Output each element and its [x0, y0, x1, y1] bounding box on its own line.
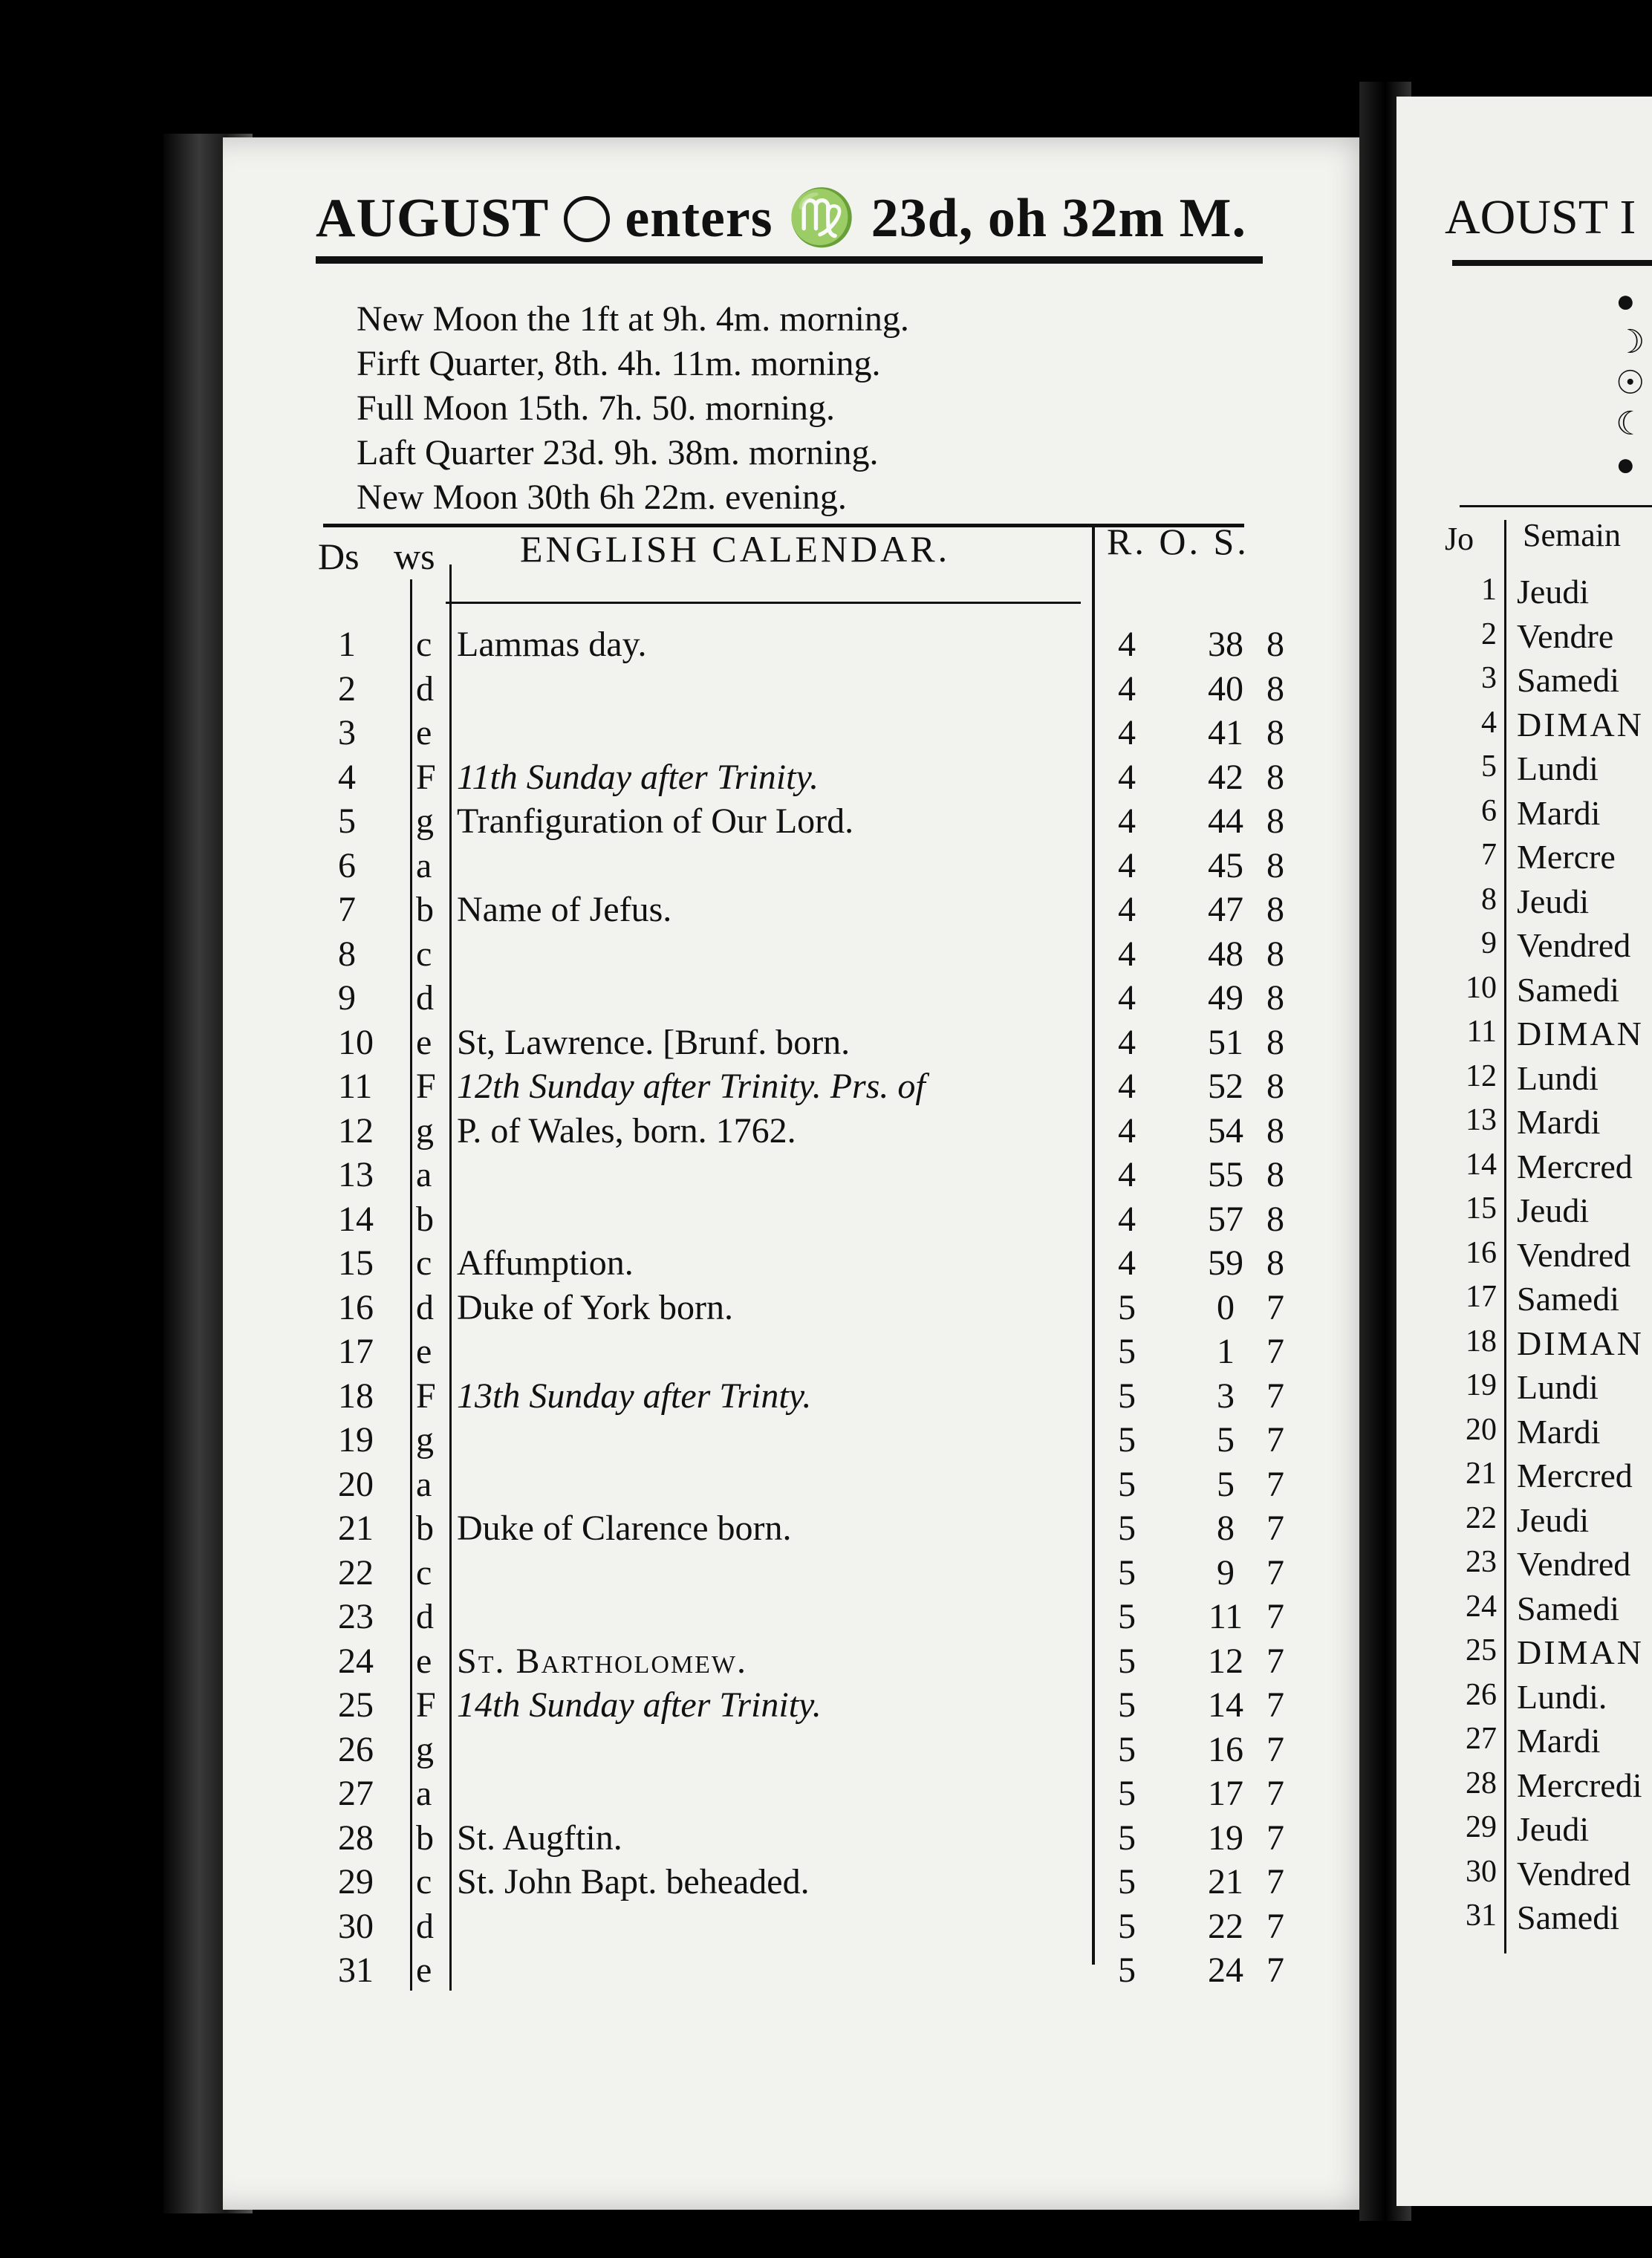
day-number: 4	[338, 757, 356, 797]
jour-name: Jeudi	[1517, 573, 1590, 611]
sunset-hour: 7	[1266, 1774, 1284, 1813]
jour-name: Jeudi	[1517, 1500, 1590, 1539]
day-number: 13	[338, 1155, 374, 1194]
jour-name: Mardi	[1517, 793, 1601, 832]
title-rule	[316, 256, 1263, 264]
sunrise-minutes: 55	[1208, 1155, 1243, 1194]
sunrise-minutes: 21	[1208, 1862, 1243, 1901]
sunrise-minutes: 44	[1208, 801, 1243, 841]
sunrise-hour: 4	[1118, 668, 1136, 709]
day-number: 3	[338, 713, 356, 752]
moon-phase-line: Firft Quarter, 8th. 4h. 11m. morning.	[357, 344, 881, 383]
sunset-hour: 7	[1266, 1376, 1284, 1416]
sunset-hour: 7	[1266, 1862, 1284, 1901]
header-ds: Ds	[318, 536, 360, 577]
day-number: 5	[338, 801, 356, 841]
jour-number: 21	[1466, 1457, 1497, 1491]
jour-name: DIMAN	[1517, 1324, 1644, 1362]
jour-name: Mardi	[1517, 1722, 1601, 1760]
day-number: 23	[338, 1597, 374, 1636]
weekday-letter: e	[416, 1641, 432, 1681]
jour-name: Vendred	[1517, 1545, 1631, 1583]
sunset-hour: 8	[1266, 1067, 1284, 1106]
sunrise-hour: 5	[1118, 1729, 1136, 1769]
column-divider	[449, 564, 452, 1991]
calendar-event: Tranfiguration of Our Lord.	[457, 801, 854, 841]
sunrise-minutes: 5	[1217, 1420, 1235, 1460]
moon-phases	[357, 297, 909, 520]
jour-number: 20	[1466, 1412, 1497, 1447]
calendar-event: 11th Sunday after Trinity.	[457, 757, 819, 797]
sunset-hour: 8	[1266, 1110, 1284, 1151]
sunrise-hour: 5	[1118, 1332, 1136, 1371]
header-semaine: Semain	[1523, 517, 1621, 553]
sunrise-minutes: 59	[1208, 1243, 1243, 1283]
sunset-hour: 7	[1266, 1685, 1284, 1725]
sunrise-hour: 4	[1118, 934, 1136, 974]
sunrise-hour: 5	[1118, 1597, 1136, 1636]
jour-name: Samedi	[1517, 1280, 1619, 1318]
sunrise-minutes: 45	[1208, 845, 1243, 885]
jour-name: Mercredi	[1517, 1766, 1642, 1804]
jour-name: Lundi.	[1517, 1677, 1607, 1716]
sunrise-hour: 4	[1118, 713, 1136, 752]
sunrise-minutes: 11	[1208, 1597, 1243, 1636]
day-number: 18	[338, 1376, 374, 1416]
sunrise-hour: 4	[1118, 1199, 1136, 1239]
jour-number: 4	[1481, 705, 1497, 740]
jour-number: 26	[1466, 1677, 1497, 1712]
weekday-letter: g	[416, 1420, 434, 1460]
day-number: 17	[338, 1332, 374, 1371]
sunrise-hour: 5	[1118, 1552, 1136, 1592]
sunrise-hour: 5	[1118, 1906, 1136, 1946]
day-number: 30	[338, 1906, 374, 1946]
sunset-hour: 7	[1266, 1464, 1284, 1504]
weekday-letter: F	[416, 1376, 436, 1416]
weekday-letter: d	[416, 978, 434, 1018]
sunrise-minutes: 38	[1208, 625, 1243, 664]
jour-name: Mercred	[1517, 1457, 1633, 1494]
day-number: 7	[338, 890, 356, 929]
jour-number: 24	[1466, 1589, 1497, 1624]
sunset-hour: 8	[1266, 625, 1284, 664]
day-number: 27	[338, 1774, 374, 1813]
weekday-letter: a	[416, 845, 432, 885]
sunset-hour: 7	[1266, 1906, 1284, 1946]
weekday-letter: d	[416, 668, 434, 709]
jour-number: 11	[1466, 1015, 1497, 1049]
column-divider	[1092, 524, 1095, 1965]
day-number: 25	[338, 1685, 374, 1725]
jour-name: Jeudi	[1517, 882, 1590, 920]
moon-phase-line: New Moon the 1ft at 9h. 4m. morning.	[357, 299, 909, 339]
jour-number: 2	[1481, 616, 1497, 651]
weekday-letter: c	[416, 625, 432, 664]
sunset-hour: 8	[1266, 890, 1284, 929]
jour-number: 12	[1466, 1058, 1497, 1093]
weekday-letter: g	[416, 1729, 434, 1769]
sunrise-hour: 4	[1118, 1110, 1136, 1151]
weekday-letter: d	[416, 1287, 434, 1327]
sunrise-minutes: 14	[1208, 1685, 1243, 1725]
sunset-hour: 7	[1266, 1552, 1284, 1592]
day-number: 22	[338, 1552, 374, 1592]
day-number: 1	[338, 625, 356, 664]
jour-number: 31	[1466, 1899, 1497, 1933]
jour-name: Mercred	[1517, 1147, 1633, 1185]
new-moon-icon: ●	[1616, 283, 1636, 319]
day-number: 6	[338, 845, 356, 885]
sunrise-hour: 5	[1118, 1818, 1136, 1858]
jour-number: 9	[1481, 926, 1497, 960]
day-number: 31	[338, 1950, 374, 1990]
sunset-hour: 8	[1266, 934, 1284, 974]
day-number: 24	[338, 1641, 374, 1681]
jour-number: 30	[1466, 1854, 1497, 1889]
calendar-event: St. Augftin.	[457, 1818, 622, 1858]
jour-number: 6	[1481, 793, 1497, 828]
jour-number: 3	[1481, 661, 1497, 695]
sunrise-minutes: 19	[1208, 1818, 1243, 1858]
weekday-letter: b	[416, 1818, 434, 1858]
calendar-event: Lammas day.	[457, 625, 647, 664]
sunrise-hour: 4	[1118, 890, 1136, 929]
sunrise-hour: 4	[1118, 1022, 1136, 1062]
calendar-event: 14th Sunday after Trinity.	[457, 1685, 822, 1725]
jour-name: Mardi	[1517, 1412, 1601, 1451]
sunrise-hour: 5	[1118, 1641, 1136, 1681]
sunrise-hour: 5	[1118, 1685, 1136, 1725]
day-number: 19	[338, 1420, 374, 1460]
full-moon-icon: ☉	[1616, 365, 1645, 401]
calendar-header-rule	[446, 602, 1081, 604]
calendar-event: St. Bartholomew.	[457, 1641, 747, 1681]
day-number: 10	[338, 1022, 374, 1062]
jour-number: 18	[1466, 1324, 1497, 1359]
jour-name: Vendre	[1517, 616, 1614, 655]
sunrise-hour: 4	[1118, 1243, 1136, 1283]
sunrise-hour: 4	[1118, 1067, 1136, 1106]
weekday-letter: g	[416, 801, 434, 841]
sunset-hour: 7	[1266, 1597, 1284, 1636]
jour-name: Lundi	[1517, 1368, 1599, 1406]
sunrise-hour: 4	[1118, 1155, 1136, 1194]
day-number: 12	[338, 1110, 374, 1151]
day-number: 2	[338, 668, 356, 709]
sunrise-hour: 5	[1118, 1420, 1136, 1460]
sunrise-minutes: 22	[1208, 1906, 1243, 1946]
calendar-event: St. John Bapt. beheaded.	[457, 1862, 810, 1901]
sunrise-hour: 5	[1118, 1774, 1136, 1813]
day-number: 11	[338, 1067, 373, 1106]
header-english-calendar: ENGLISH CALENDAR.	[520, 528, 951, 570]
sunrise-hour: 5	[1118, 1376, 1136, 1416]
calendar-event: 13th Sunday after Trinty.	[457, 1376, 812, 1416]
moon-phase-line: Laft Quarter 23d. 9h. 38m. morning.	[357, 433, 879, 472]
weekday-letter: e	[416, 1022, 432, 1062]
sunset-hour: 8	[1266, 757, 1284, 797]
sunset-hour: 8	[1266, 1199, 1284, 1239]
jour-number: 16	[1466, 1235, 1497, 1270]
sunrise-minutes: 47	[1208, 890, 1243, 929]
sunrise-hour: 5	[1118, 1950, 1136, 1990]
sunrise-hour: 4	[1118, 978, 1136, 1018]
jour-number: 17	[1466, 1280, 1497, 1314]
jour-number: 25	[1466, 1633, 1497, 1668]
month-name: AUGUST	[316, 188, 550, 249]
sunset-hour: 7	[1266, 1332, 1284, 1371]
calendar-event: Name of Jefus.	[457, 890, 672, 929]
day-number: 15	[338, 1243, 374, 1283]
sunrise-minutes: 9	[1217, 1552, 1235, 1592]
sunrise-minutes: 42	[1208, 757, 1243, 797]
jour-number: 8	[1481, 882, 1497, 917]
jour-number: 13	[1466, 1103, 1497, 1137]
sunrise-hour: 5	[1118, 1509, 1136, 1548]
jour-number: 14	[1466, 1147, 1497, 1182]
moon-phase-line: New Moon 30th 6h 22m. evening.	[357, 478, 847, 517]
weekday-letter: e	[416, 1950, 432, 1990]
sunrise-hour: 4	[1118, 757, 1136, 797]
sunrise-minutes: 41	[1208, 713, 1243, 752]
sunrise-minutes: 17	[1208, 1774, 1243, 1813]
jour-number: 7	[1481, 838, 1497, 872]
jour-name: Samedi	[1517, 1899, 1619, 1936]
sunrise-minutes: 3	[1217, 1376, 1235, 1416]
weekday-letter: a	[416, 1155, 432, 1194]
weekday-letter: d	[416, 1597, 434, 1636]
calendar-event: St, Lawrence. [Brunf. born.	[457, 1022, 851, 1062]
day-number: 20	[338, 1464, 374, 1504]
weekday-letter: F	[416, 757, 436, 797]
weekday-letter: e	[416, 1332, 432, 1371]
weekday-letter: F	[416, 1685, 436, 1725]
jour-number: 5	[1481, 749, 1497, 784]
day-number: 29	[338, 1862, 374, 1901]
day-number: 14	[338, 1199, 374, 1239]
sunset-hour: 7	[1266, 1818, 1284, 1858]
right-column-divider	[1504, 520, 1506, 1953]
sunset-hour: 8	[1266, 801, 1284, 841]
day-number: 28	[338, 1818, 374, 1858]
sunrise-minutes: 57	[1208, 1199, 1243, 1239]
jour-name: Samedi	[1517, 970, 1619, 1009]
sunrise-hour: 5	[1118, 1464, 1136, 1504]
jour-number: 22	[1466, 1500, 1497, 1535]
jour-name: Jeudi	[1517, 1810, 1590, 1848]
right-table-rule	[1460, 505, 1652, 507]
calendar-event: 12th Sunday after Trinity. Prs. of	[457, 1067, 926, 1106]
jour-number: 29	[1466, 1810, 1497, 1844]
sunset-hour: 8	[1266, 1243, 1284, 1283]
weekday-letter: c	[416, 1862, 432, 1901]
jour-number: 23	[1466, 1545, 1497, 1579]
sunrise-minutes: 5	[1217, 1464, 1235, 1504]
sunset-hour: 7	[1266, 1950, 1284, 1990]
sunrise-minutes: 24	[1208, 1950, 1243, 1990]
sunset-hour: 7	[1266, 1729, 1284, 1769]
sunrise-minutes: 48	[1208, 934, 1243, 974]
weekday-letter: b	[416, 1509, 434, 1548]
weekday-letter: c	[416, 1243, 432, 1283]
sunset-hour: 7	[1266, 1420, 1284, 1460]
sunrise-hour: 5	[1118, 1287, 1136, 1327]
day-number: 26	[338, 1729, 374, 1769]
day-number: 9	[338, 978, 356, 1018]
first-quarter-icon: ☽	[1616, 324, 1645, 360]
day-number: 21	[338, 1509, 374, 1548]
jour-name: DIMAN	[1517, 705, 1644, 744]
calendar-event: P. of Wales, born. 1762.	[457, 1110, 796, 1151]
sunset-hour: 8	[1266, 713, 1284, 752]
jour-name: DIMAN	[1517, 1015, 1644, 1052]
sunrise-minutes: 8	[1217, 1509, 1235, 1548]
sunrise-hour: 4	[1118, 845, 1136, 885]
weekday-letter: F	[416, 1067, 436, 1106]
sunrise-minutes: 16	[1208, 1729, 1243, 1769]
sunrise-minutes: 1	[1217, 1332, 1235, 1371]
weekday-letter: g	[416, 1110, 434, 1151]
jour-name: Vendred	[1517, 1854, 1631, 1893]
jour-name: Jeudi	[1517, 1191, 1590, 1229]
sunset-hour: 8	[1266, 845, 1284, 885]
weekday-letter: a	[416, 1774, 432, 1813]
jour-name: Mardi	[1517, 1103, 1601, 1141]
jour-number: 10	[1466, 970, 1497, 1005]
sunset-hour: 7	[1266, 1287, 1284, 1327]
calendar-event: Duke of Clarence born.	[457, 1509, 792, 1548]
jour-name: Samedi	[1517, 1589, 1619, 1627]
jour-name: DIMAN	[1517, 1633, 1644, 1671]
header-jo: Jo	[1445, 521, 1474, 557]
calendar-event: Duke of York born.	[457, 1287, 733, 1327]
calendar-event: Affumption.	[457, 1243, 634, 1283]
sunset-hour: 8	[1266, 668, 1284, 709]
jour-name: Lundi	[1517, 749, 1599, 787]
jour-name: Vendred	[1517, 1235, 1631, 1274]
sunset-hour: 7	[1266, 1509, 1284, 1548]
sunrise-hour: 5	[1118, 1862, 1136, 1901]
sunrise-minutes: 54	[1208, 1110, 1243, 1151]
sunrise-minutes: 51	[1208, 1022, 1243, 1062]
moon-phase-line: Full Moon 15th. 7h. 50. morning.	[357, 388, 836, 428]
sunrise-hour: 4	[1118, 625, 1136, 664]
sunset-hour: 7	[1266, 1641, 1284, 1681]
sunrise-minutes: 0	[1217, 1287, 1235, 1327]
day-number: 16	[338, 1287, 374, 1327]
weekday-letter: d	[416, 1906, 434, 1946]
right-month-title: AOUST I	[1445, 190, 1636, 244]
weekday-letter: b	[416, 890, 434, 929]
jour-number: 15	[1466, 1191, 1497, 1226]
jour-number: 28	[1466, 1766, 1497, 1800]
jour-name: Lundi	[1517, 1058, 1599, 1097]
header-ros: R. O. S.	[1107, 521, 1249, 562]
jour-number: 1	[1481, 573, 1497, 607]
weekday-letter: c	[416, 934, 432, 974]
header-ws: ws	[394, 536, 435, 577]
jour-name: Vendred	[1517, 926, 1631, 964]
weekday-letter: a	[416, 1464, 432, 1504]
sunrise-minutes: 40	[1208, 668, 1243, 709]
day-number: 8	[338, 934, 356, 974]
weekday-letter: c	[416, 1552, 432, 1592]
sun-symbol-icon	[564, 196, 610, 242]
sunset-hour: 8	[1266, 1022, 1284, 1062]
sunrise-minutes: 52	[1208, 1067, 1243, 1106]
month-title	[316, 186, 1246, 250]
new-moon-icon: ●	[1616, 446, 1636, 483]
jour-number: 27	[1466, 1722, 1497, 1756]
sunset-hour: 8	[1266, 978, 1284, 1018]
sunrise-minutes: 12	[1208, 1641, 1243, 1681]
column-divider	[410, 579, 412, 1991]
right-title-rule	[1452, 260, 1652, 266]
sunrise-hour: 4	[1118, 801, 1136, 841]
jour-name: Samedi	[1517, 661, 1619, 699]
jour-name: Mercre	[1517, 838, 1616, 876]
weekday-letter: e	[416, 713, 432, 752]
sunrise-minutes: 49	[1208, 978, 1243, 1018]
last-quarter-icon: ☾	[1616, 406, 1645, 442]
jour-number: 19	[1466, 1368, 1497, 1402]
month-title-rest: enters ♍ 23d, oh 32m M.	[625, 188, 1246, 249]
weekday-letter: b	[416, 1199, 434, 1239]
sunset-hour: 8	[1266, 1155, 1284, 1194]
